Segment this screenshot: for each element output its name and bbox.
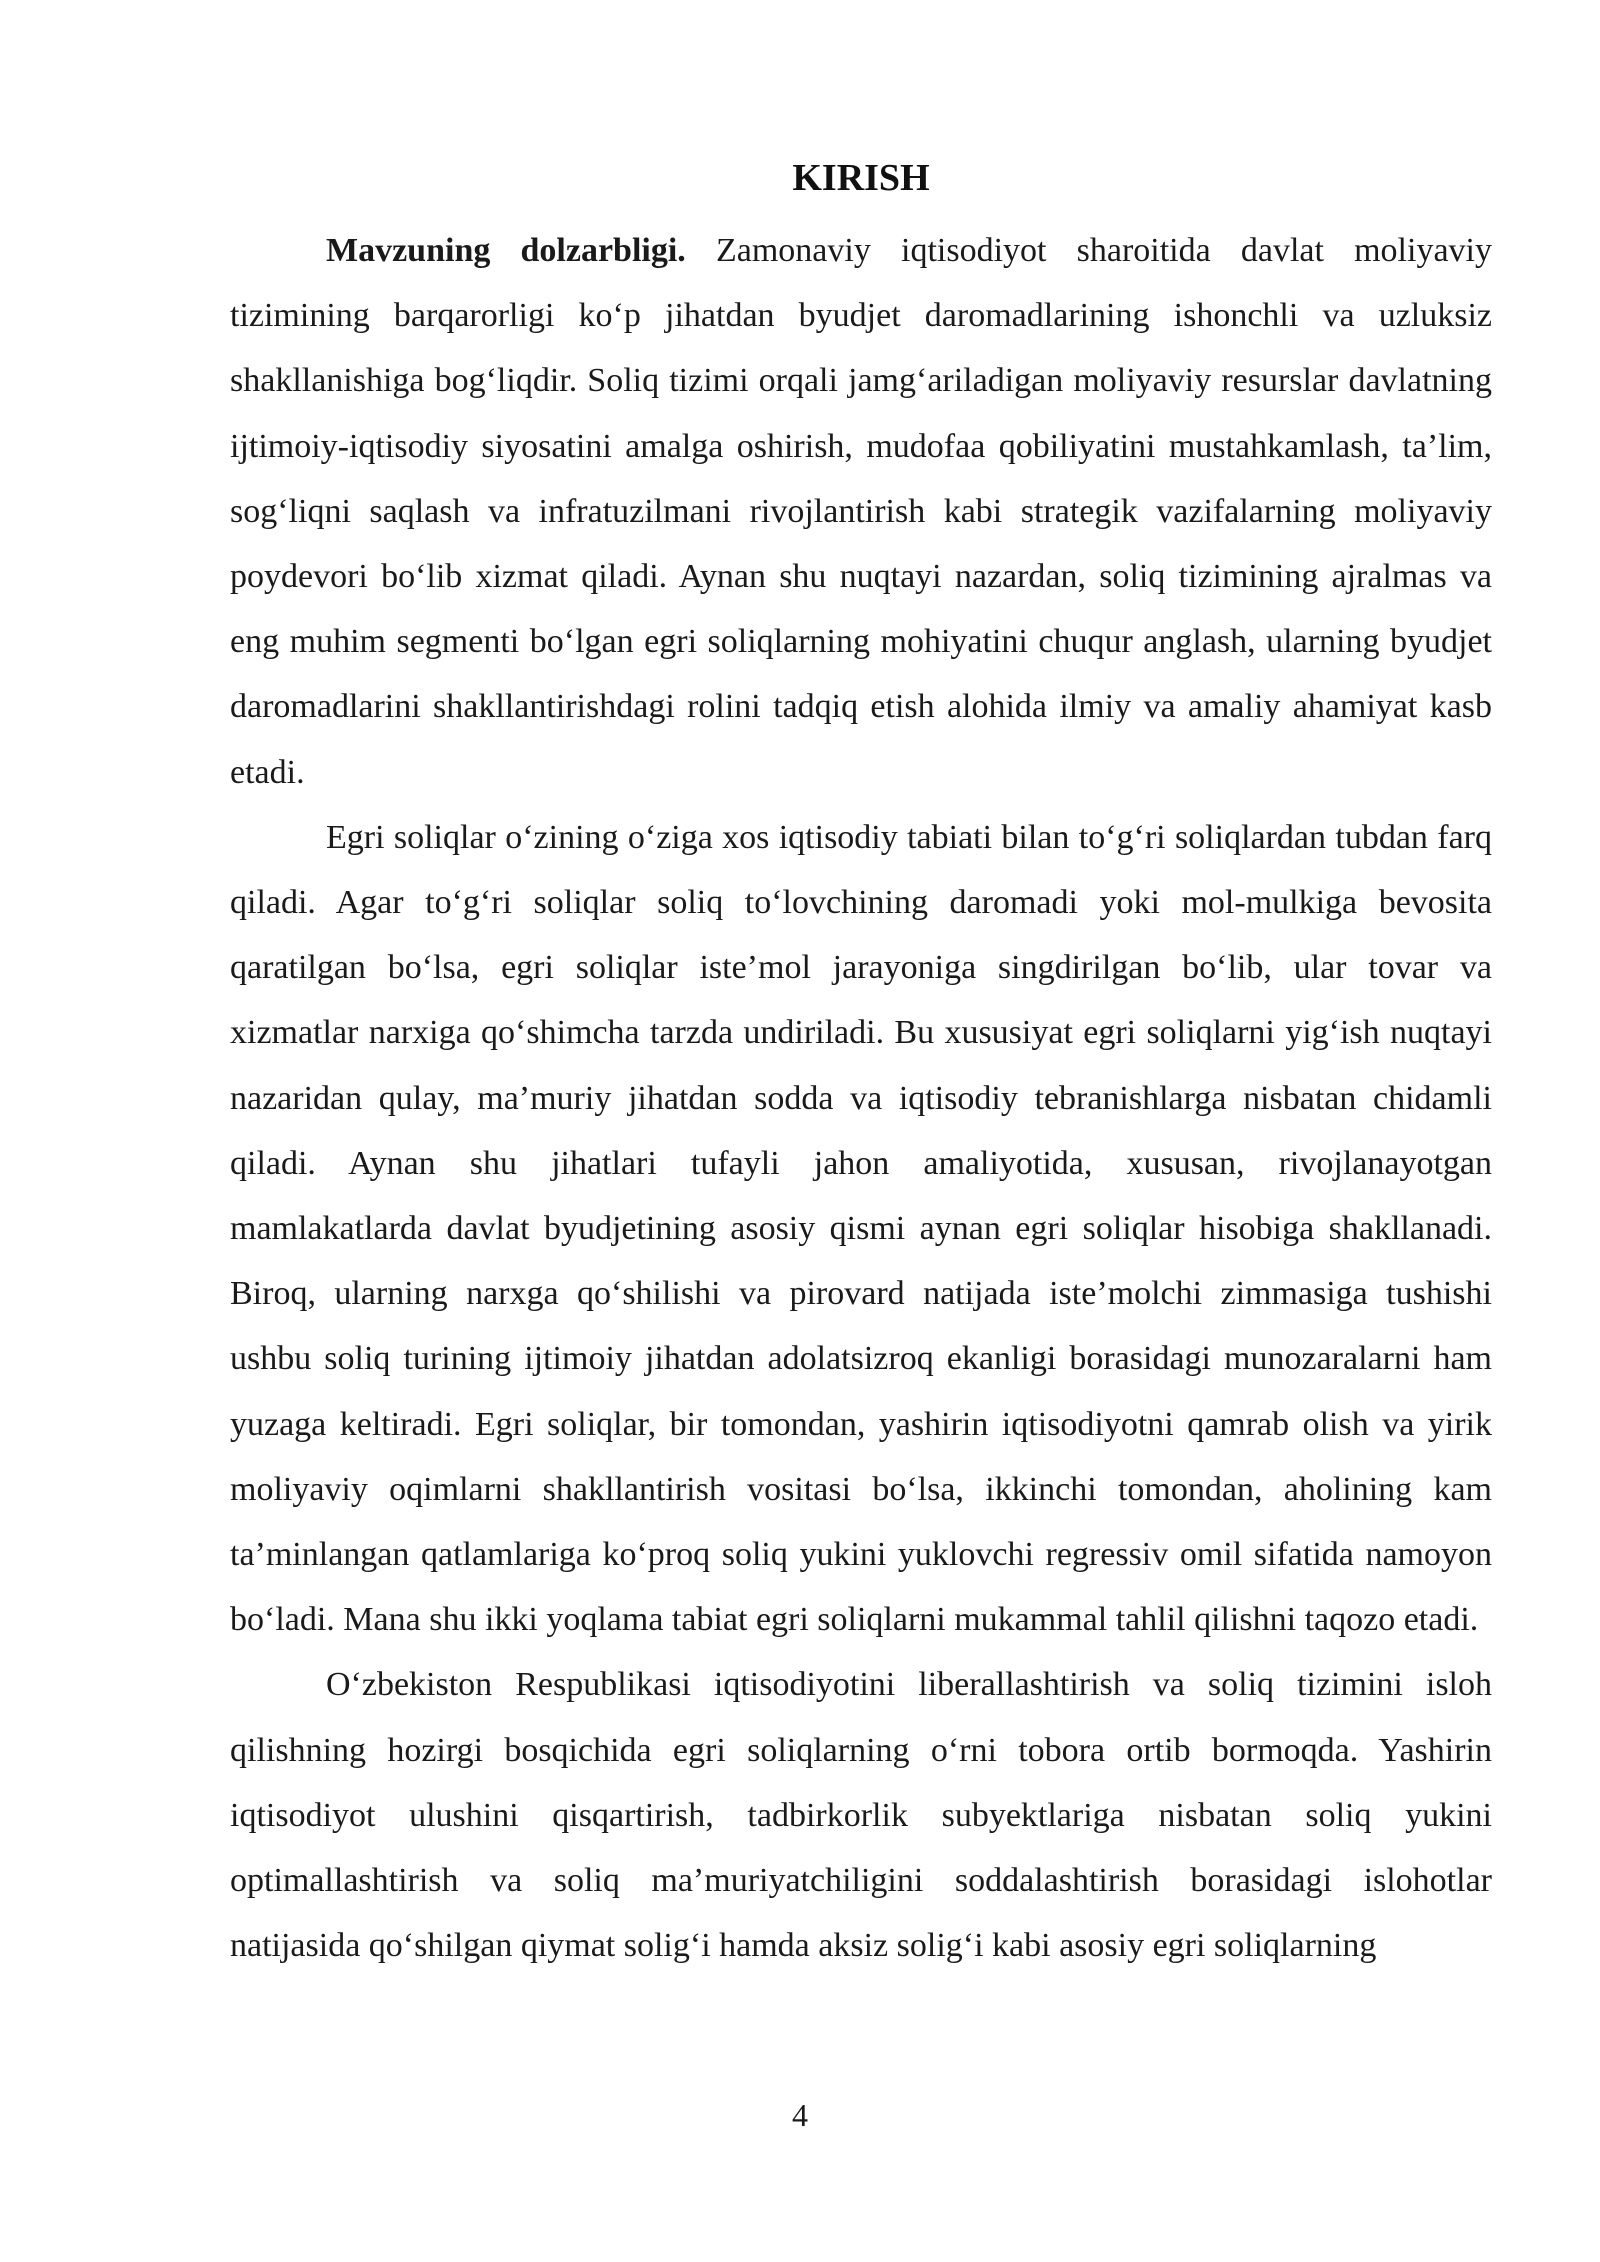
page-title: KIRISH xyxy=(792,157,930,199)
page-number: 4 xyxy=(792,2097,808,2133)
body-text xyxy=(230,218,1492,1978)
paragraph-lead: Mavzuning dolzarbligi. xyxy=(326,232,686,269)
paragraph-text: Zamonaviy iqtisodiyot sharoitida davlat moliyaviy tizimining barqarorligi ko‘p jihatdan byudjet daromadlarining ishonchli va uzluksiz shakllanishiga bog‘liqdir. Soliq tizimi orqali jamg‘ariladigan moliyaviy resurslar davlatning ijtimoiy-iqtisodiy siyosatini amalga oshirish, mudofaa qobiliyatini mustahkamlash, ta’lim, sog‘liqni saqlash va infratuzilmani rivojlantirish kabi strategik vazifalarning moliyaviy poydevori bo‘lib xizmat qiladi. Aynan shu nuqtayi nazardan, soliq tizimining ajralmas va eng muhim segmenti bo‘lgan egri soliqlarning mohiyatini chuqur anglash, ularning byudjet daromadlarini shakllantirishdagi rolini tadqiq etish alohida ilmiy va amaliy ahamiyat kasb etadi. xyxy=(230,232,1492,791)
paragraph-uzbekistan: O‘zbekiston Respublikasi iqtisodiyotini liberallashtirish va soliq tizimini isloh qilishning hozirgi bosqichida egri soliqlarning o‘rni tobora ortib bormoqda. Yashirin iqtisodiyot ulushini qisqartirish, tadbirkorlik subyektlariga nisbatan soliq yukini optimallashtirish va soliq ma’muriyatchiligini soddalashtirish borasidagi islohotlar natijasida qo‘shilgan qiymat solig‘i hamda aksiz solig‘i kabi asosiy egri soliqlarning xyxy=(230,1666,1492,1965)
paragraph-relevance xyxy=(230,218,1492,805)
paragraph-indirect-taxes: Egri soliqlar o‘zining o‘ziga xos iqtisodiy tabiati bilan to‘g‘ri soliqlardan tubdan farq qiladi. Agar to‘g‘ri soliqlar soliq to‘lovchining daromadi yoki mol-mulkiga bevosita qaratilgan bo‘lsa, egri soliqlar iste’mol jarayoniga singdirilgan bo‘lib, ular tovar va xizmatlar narxiga qo‘shimcha tarzda undiriladi. Bu xususiyat egri soliqlarni yig‘ish nuqtayi nazaridan qulay, ma’muriy jihatdan sodda va iqtisodiy tebranishlarga nisbatan chidamli qiladi. Aynan shu jihatlari tufayli jahon amaliyotida, xususan, rivojlanayotgan mamlakatlarda davlat byudjetining asosiy qismi aynan egri soliqlar hisobiga shakllanadi. Biroq, ularning narxga qo‘shilishi va pirovard natijada iste’molchi zimmasiga tushishi ushbu soliq turining ijtimoiy jihatdan adolatsizroq ekanligi borasidagi munozaralarni ham yuzaga keltiradi. Egri soliqlar, bir tomondan, yashirin iqtisodiyotni qamrab olish va yirik moliyaviy oqimlarni shakllantirish vositasi bo‘lsa, ikkinchi tomondan, aholining kam ta’minlangan qatlamlariga ko‘proq soliq yukini yuklovchi regressiv omil sifatida namoyon bo‘ladi. Mana shu ikki yoqlama tabiat egri soliqlarni mukammal tahlil qilishni taqozo etadi. xyxy=(230,818,1492,1639)
